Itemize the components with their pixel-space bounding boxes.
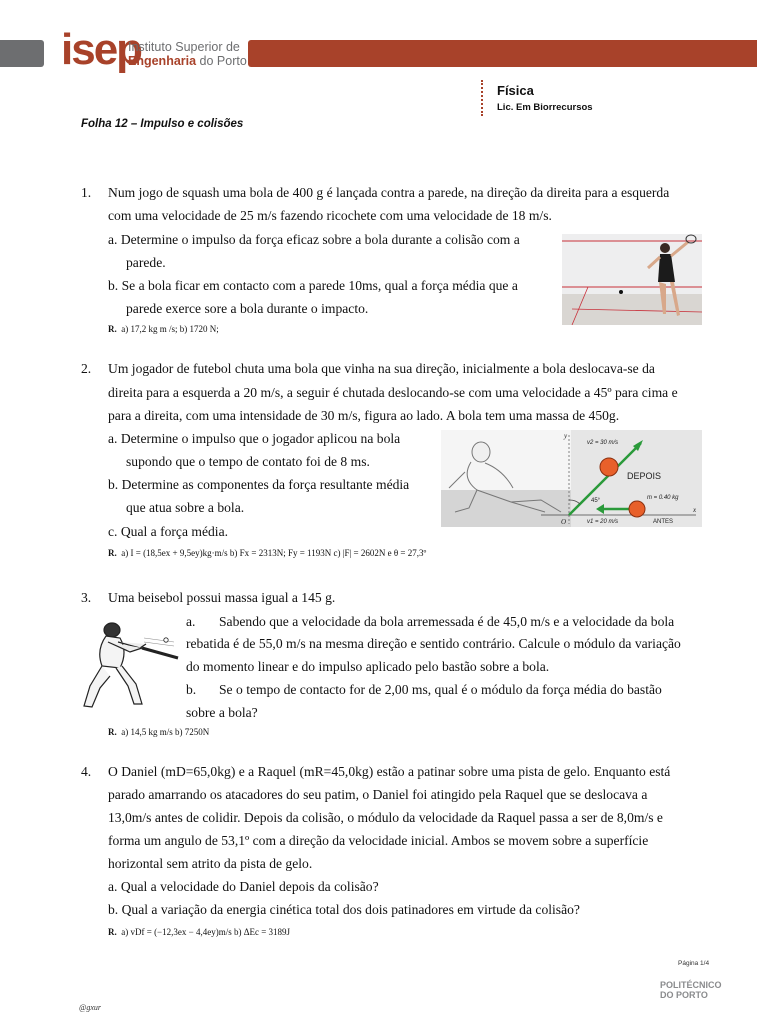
subject-title: Física — [497, 83, 534, 98]
fig-depois-label: DEPOIS — [627, 471, 662, 481]
q4-answer: R. a) vDf = (−12,3ex − 4,4ey)m/s b) ΔEc = 3189J — [108, 927, 291, 937]
q4-text-line2: parado amarrando os atacadores do seu patim, o Daniel foi atingido pela Raquel que se deslocava a — [108, 787, 648, 802]
q2-a-line2: supondo que o tempo de contato foi de 8 ms. — [126, 454, 370, 469]
fig-origin-label: O — [561, 518, 567, 526]
q2-c-line1: c. Qual a força média. — [108, 524, 229, 539]
fig-y-axis-label: y — [564, 432, 568, 440]
q2-b-line2: que atua sobre a bola. — [126, 500, 245, 515]
q1-a-line1: a. Determine o impulso da força eficaz sobre a bola durante a colisão com a — [108, 232, 520, 247]
q4-text-line5: horizontal sem atrito da pista de gelo. — [108, 856, 313, 871]
q2-text-line1: Um jogador de futebol chuta uma bola que vinha na sua direção, inicialmente a bola deslocava-se da — [108, 361, 655, 376]
header-divider — [481, 80, 483, 116]
q3-b-line2: sobre a bola? — [186, 705, 258, 720]
q2-text-line3: para a direita, com uma intensidade de 30 m/s, figura ao lado. A bola tem uma massa de 450g. — [108, 408, 620, 423]
fig-antes-label: ANTES — [653, 519, 674, 525]
q4-number: 4. — [81, 764, 92, 779]
q4-text-line1: O Daniel (mD=65,0kg) e a Raquel (mR=45,0kg) estão a patinar sobre uma pista de gelo. Enquanto está — [108, 764, 671, 779]
q1-text-line1: Num jogo de squash uma bola de 400 g é lançada contra a parede, na direção da direita para a esquerda — [108, 185, 670, 200]
squash-photo — [562, 234, 702, 325]
q1-text-line2: com uma velocidade de 25 m/s fazendo ricochete com uma velocidade de 18 m/s. — [108, 208, 552, 223]
q3-number: 3. — [81, 590, 92, 605]
q1-b-line1: b. Se a bola ficar em contacto com a parede 10ms, qual a força média que a — [108, 278, 518, 293]
sheet-title: Folha 12 – Impulso e colisões — [81, 118, 244, 130]
football-kick-diagram — [441, 430, 702, 527]
fig-v1-label: v1 = 20 m/s — [587, 519, 619, 525]
q4-text-line3: 13,0m/s antes de colidir. Depois da colisão, o módulo da velocidade da Raquel passa a ser de 8,0m/s e — [108, 810, 663, 825]
fig-v2-label: v2 = 30 m/s — [587, 440, 619, 446]
q2-answer: R. a) I = (18,5ex + 9,5ey)kg·m/s b) Fx = 2313N; Fy = 1193N c) |F| = 2602N e θ = 27,3º — [108, 548, 427, 558]
header-bar-left — [0, 40, 44, 67]
q3-answer: R. a) 14,5 kg m/s b) 7250N — [108, 727, 210, 737]
page-number: Página 1/4 — [678, 960, 710, 967]
q2-text-line2: direita para a esquerda a 20 m/s, a seguir é chutada deslocando-se com uma velocidade a 45º para cima e — [108, 385, 678, 400]
q3-a-line2: rebatida é de 55,0 m/s na mesma direção e sentido contrário. Calcule o módulo da variação — [186, 636, 681, 651]
q1-answer: R. a) 17,2 kg m /s; b) 1720 N; — [108, 324, 219, 334]
footer-mark: @gxur — [79, 1003, 102, 1012]
course-name: Lic. Em Biorrecursos — [497, 102, 593, 113]
q3-a-line3: do momento linear e do impulso aplicado pelo bastão sobre a bola. — [186, 659, 550, 674]
q1-number: 1. — [81, 185, 92, 200]
q1-b-line2: parede exerce sore a bola durante o impacto. — [126, 301, 369, 316]
q3-a-label: a. — [186, 614, 196, 629]
q3-b-line1: Se o tempo de contacto for de 2,00 ms, qual é o módulo da força média do bastão — [219, 682, 662, 697]
fig-mass-label: m = 0.40 kg — [647, 495, 679, 501]
q4-a-line1: a. Qual a velocidade do Daniel depois da colisão? — [108, 879, 379, 894]
baseball-player-drawing — [80, 616, 180, 712]
q3-a-line1: Sabendo que a velocidade da bola arremessada é de 45,0 m/s e a velocidade da bola — [219, 614, 675, 629]
q1-a-line2: parede. — [126, 255, 166, 270]
q4-b-line1: b. Qual a variação da energia cinética total dos dois patinadores em virtude da colisão? — [108, 902, 580, 917]
q2-b-line1: b. Determine as componentes da força resultante média — [108, 477, 410, 492]
politecnico-logo: POLITÉCNICO DO PORTO — [660, 980, 722, 1000]
header-bar-right — [248, 40, 757, 67]
fig-angle-label: 45° — [591, 498, 601, 504]
q4-text-line4: forma um angulo de 53,1º com a direção da velocidade inicial. Ambos se movem sobre a superfície — [108, 833, 649, 848]
isep-logo: isep — [61, 25, 142, 74]
q2-a-line1: a. Determine o impulso que o jogador aplicou na bola — [108, 431, 401, 446]
fig-x-axis-label: x — [693, 506, 697, 514]
q3-text-line1: Uma beisebol possui massa igual a 145 g. — [108, 590, 336, 605]
q3-b-label: b. — [186, 682, 197, 697]
isep-logo-subtitle: Instituto Superior de Engenharia do Porto — [128, 40, 247, 68]
q2-number: 2. — [81, 361, 92, 376]
